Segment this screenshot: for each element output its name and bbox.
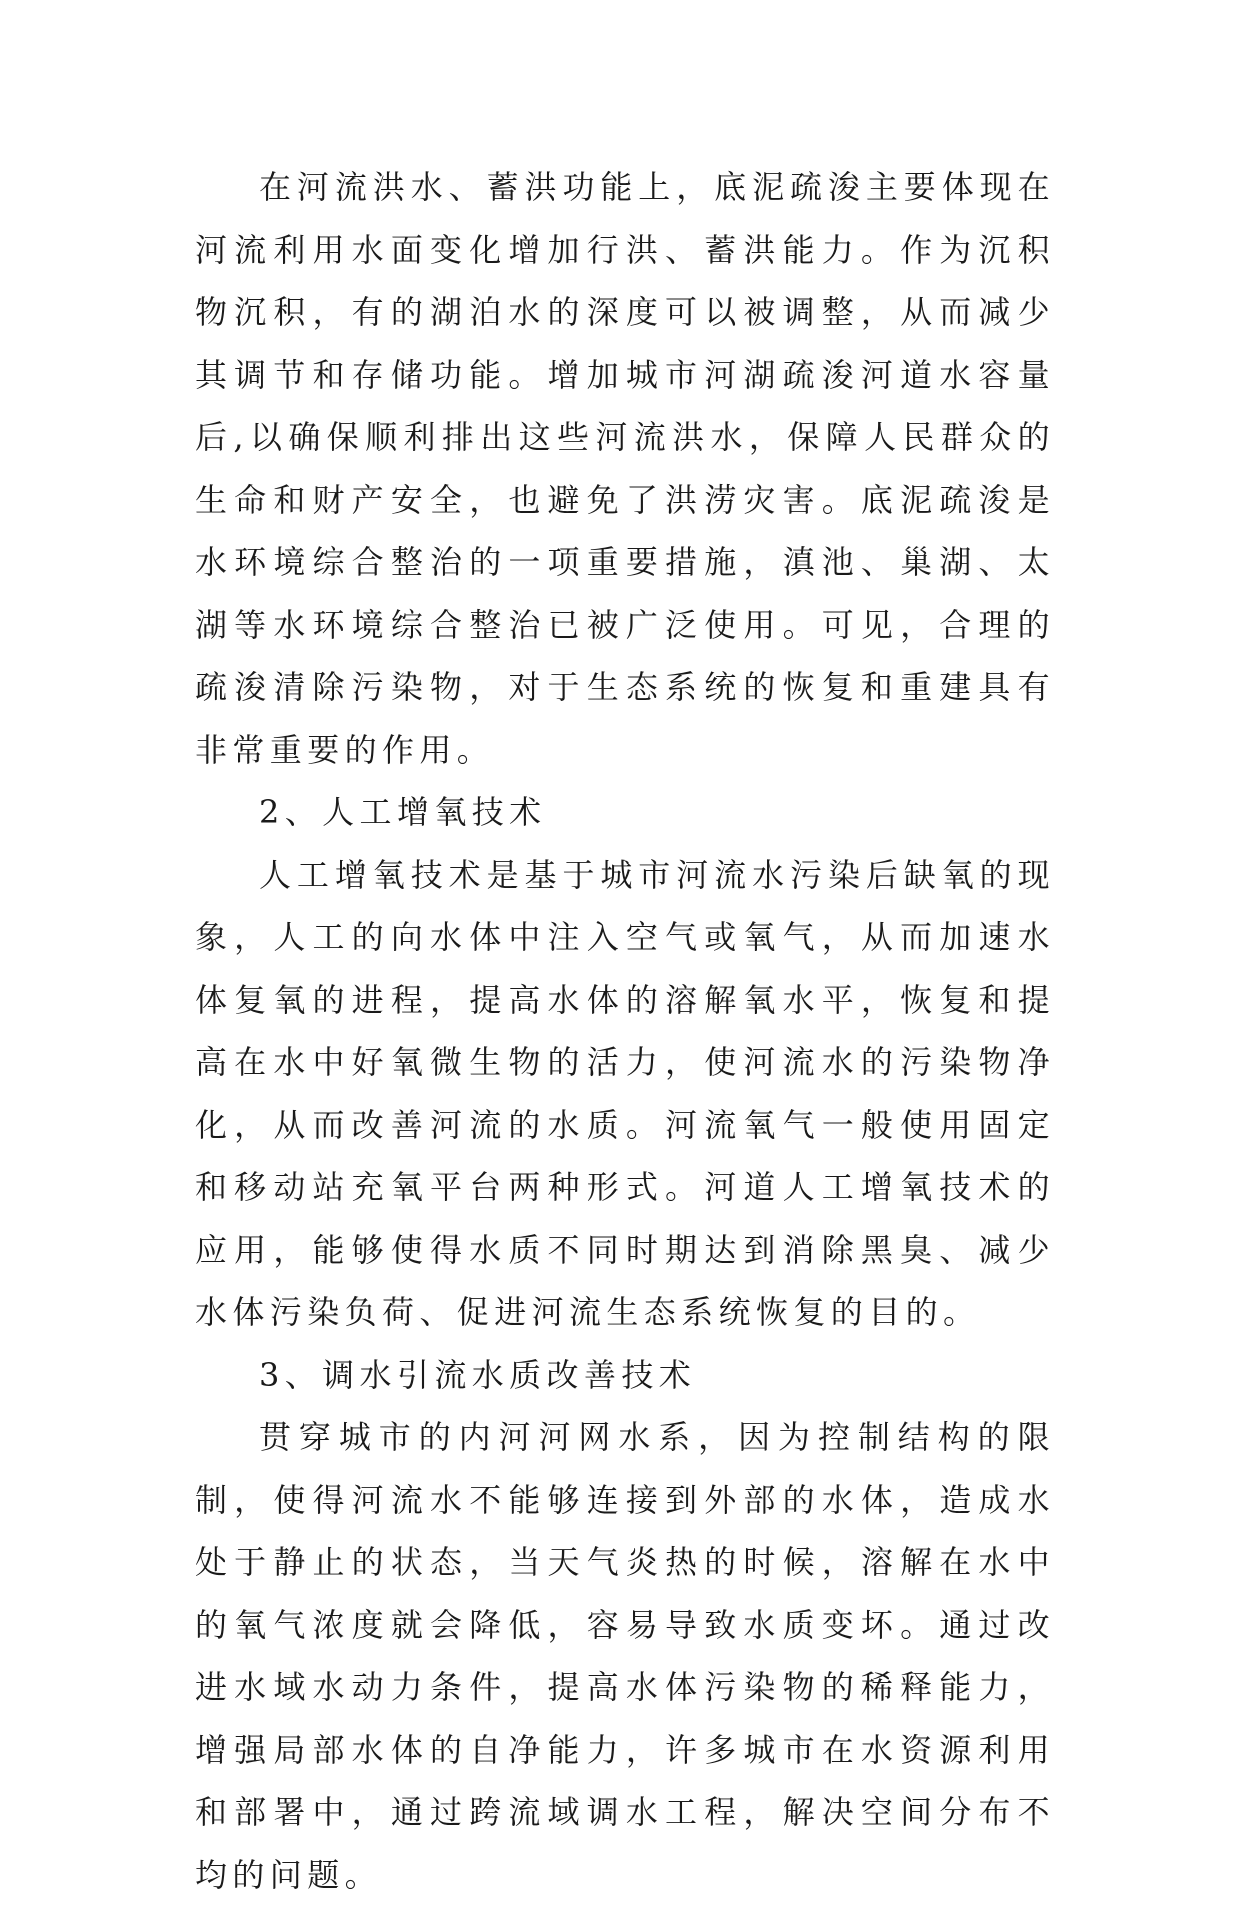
section-heading-water-diversion: 3、调水引流水质改善技术 (259, 1355, 697, 1394)
paragraph-water-diversion: 贯穿城市的内河河网水系，因为控制结构的限制，使得河流水不能够连接到外部的水体，造成水处于静止的状态，当天气炎热的时候，溶解在水中的氧气浓度就会降低，容易导致水质变坏。通过改进水域水动力条件，提高水体污染物的稀释能力，增强局部水体的自净能力，许多城市在水资源利用和部署中，通过跨流域调水工程，解决空间分布不均的问题。 (195, 1418, 1055, 1894)
document-page (195, 156, 1055, 1906)
paragraph-artificial-aeration: 人工增氧技术是基于城市河流水污染后缺氧的现象，人工的向水体中注入空气或氧气，从而加速水体复氧的进程，提高水体的溶解氧水平，恢复和提高在水中好氧微生物的活力，使河流水的污染物净化，从而改善河流的水质。河流氧气一般使用固定和移动站充氧平台两种形式。河道人工增氧技术的应用，能够使得水质不同时期达到消除黑臭、减少水体污染负荷、促进河流生态系统恢复的目的。 (195, 855, 1055, 1331)
paragraph-dredging-flood-capacity: 在河流洪水、蓄洪功能上，底泥疏浚主要体现在河流利用水面变化增加行洪、蓄洪能力。作为沉积物沉积，有的湖泊水的深度可以被调整，从而减少其调节和存储功能。增加城市河湖疏浚河道水容量后,以确保顺利排出这些河流洪水，保障人民群众的生命和财产安全，也避免了洪涝灾害。底泥疏浚是水环境综合整治的一项重要措施，滇池、巢湖、太湖等水环境综合整治已被广泛使用。可见，合理的疏浚清除污染物，对于生态系统的恢复和重建具有非常重要的作用。 (195, 168, 1055, 769)
section-heading-artificial-aeration: 2、人工增氧技术 (259, 793, 547, 831)
